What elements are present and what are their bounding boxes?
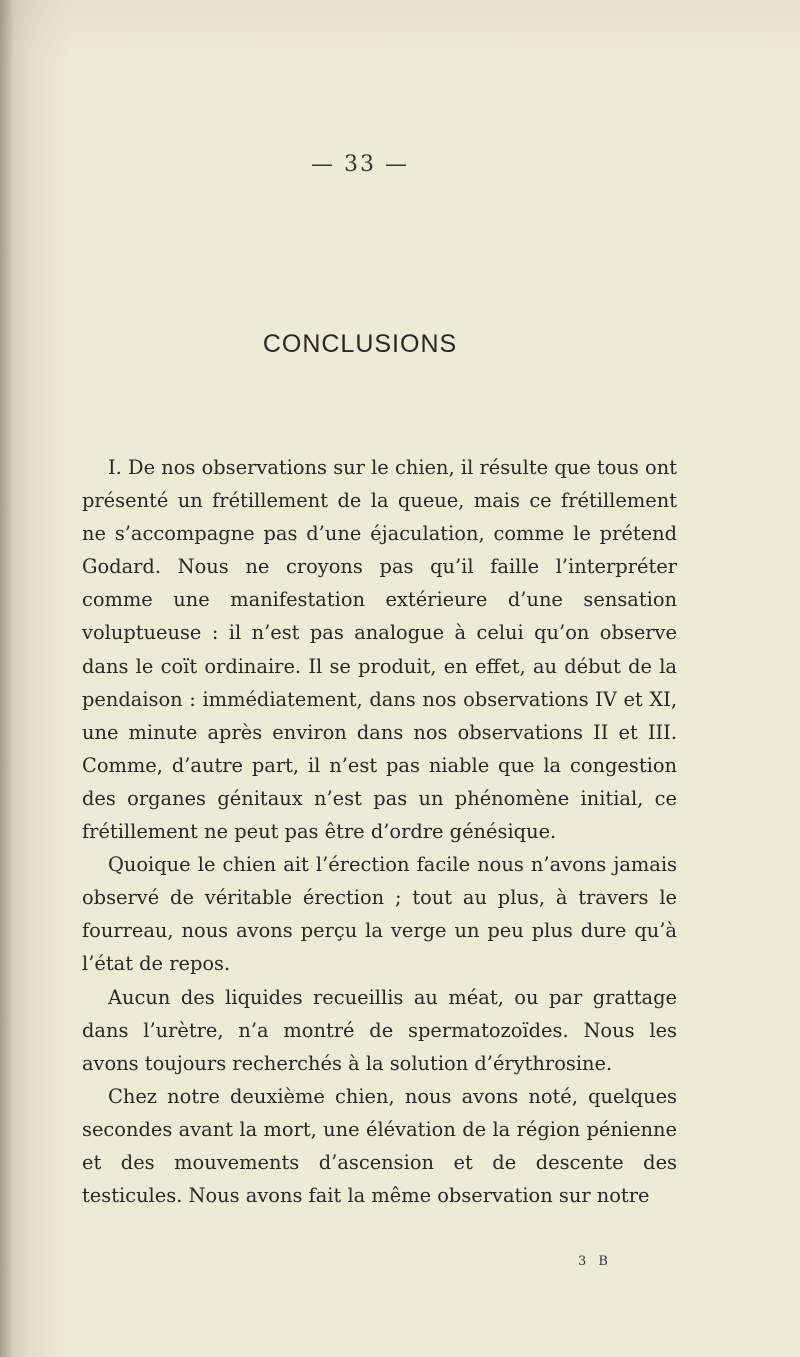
section-heading: CONCLUSIONS [262,330,458,358]
paragraph: Aucun des liquides recueillis au méat, ou par grattage dans l’urètre, n’a montré de spermatozoïdes. Nous les avons toujours recherchés à la solution d’érythrosine. [82,985,677,1075]
paragraph: I. De nos observations sur le chien, il résulte que tous ont présenté un frétillement de la queue, mais ce frétillement ne s’accompagne pas d’une éjaculation, comme le prétend Godard. Nous ne croyons pas qu’il faille l’interpréter comme une manifestation extérieure d’une sensation voluptueuse : il n’est pas analogue à celui qu’on observe dans le coït ordinaire. Il se produit, en effet, au début de la pendaison : immédiatement, dans nos observations IV et XI, une minute après environ dans nos observations II et III. Comme, d’autre part, il n’est pas niable que la congestion des organes génitaux n’est pas un phénomène initial, ce frétillement ne peut pas être d’ordre génésique. [82,456,677,844]
paragraph: Chez notre deuxième chien, nous avons noté, quelques secondes avant la mort, une élévation de la région pénienne et des mouvements d’ascension et de descente des testicules. Nous avons fait la même observation sur notre [82,1084,677,1208]
body-text [82,451,677,1212]
page-number: — 33 — [311,152,409,177]
page-spine-shadow [0,0,14,1357]
paragraph: Quoique le chien ait l’érection facile nous n’avons jamais observé de véritable érection ; tout au plus, à travers le fourreau, nous avons perçu la verge un peu plus dure qu’à l’état de repos. [82,853,677,976]
printer-signature-mark: 3 B [578,1254,612,1269]
